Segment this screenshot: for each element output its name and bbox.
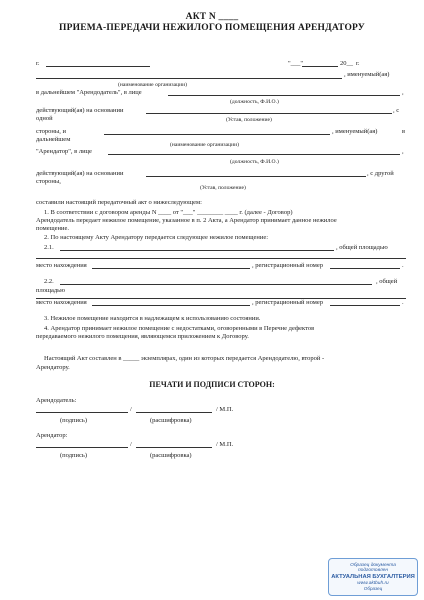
slash-2: / [130, 441, 132, 448]
compiled-statement: составили настоящий передаточный акт о нижеследующем: [36, 199, 202, 206]
side-and-label: стороны, и [36, 128, 66, 135]
tenant-intro: "Арендатор", в лице [36, 148, 92, 155]
clause-4-line-a: 4. Арендатор принимает нежилое помещение с недостатками, оговоренными в Перечне дефектов [44, 325, 315, 332]
tenant-signature-blank[interactable] [36, 447, 128, 448]
clause-2-1-number: 2.1. [44, 244, 54, 251]
signatures-heading: ПЕЧАТИ И ПОДПИСИ СТОРОН: [149, 380, 275, 389]
premises-2-name-blank[interactable] [60, 284, 372, 285]
in-label: в [402, 128, 406, 135]
org-caption-2: (наименование организации) [170, 142, 239, 148]
other-side-label: , с другой [367, 170, 394, 177]
landlord-decode-blank[interactable] [136, 412, 212, 413]
clause-1-line-c: помещение. [36, 225, 69, 232]
stamp-brand: АКТУАЛЬНАЯ БУХГАЛТЕРИЯ [331, 574, 415, 580]
clause-2-2-area-label: площадью [36, 287, 65, 294]
one-label: одной [36, 115, 53, 122]
act-subtitle: ПРИЕМА-ПЕРЕДАЧИ НЕЖИЛОГО ПОМЕЩЕНИЯ АРЕНДАТОРУ [59, 23, 365, 33]
hereinafter-label: дальнейшем [36, 136, 71, 143]
tenant-org-blank[interactable] [104, 134, 330, 135]
tenant-mp: / М.П. [216, 441, 234, 448]
org-caption: (наименование организации) [118, 82, 187, 88]
clause-1-line-b: Арендодатель передает нежилое помещение, указанное в п. 2 Акта, а Арендатор принимает данное нежилое [36, 217, 337, 224]
date-month-blank[interactable] [302, 66, 338, 67]
clause-4-line-b: передаваемого нежилого помещения, являющемся приложением к Договору. [36, 333, 249, 340]
premises-2-area-blank[interactable] [36, 298, 406, 299]
tenant-decode-blank[interactable] [136, 447, 212, 448]
clause-2-2-reg-label: , регистрационный номер [252, 299, 323, 306]
clause-1-line-a: 1. В соответствии с договором аренды N ____ от "___" ________ ____ г. (далее - Договор) [44, 209, 293, 216]
fio-caption-2: (должность, Ф.И.О.) [230, 159, 279, 165]
publisher-stamp [328, 558, 418, 596]
tenant-sign-caption: (подпись) [60, 452, 87, 459]
named-label: , именуемый(ая) [344, 71, 390, 78]
named-label-2: , именуемый(ая) [332, 128, 378, 135]
comma: , [402, 89, 404, 96]
clause-2-1-reg-label: , регистрационный номер [252, 262, 323, 269]
fio-caption: (должность, Ф.И.О.) [230, 99, 279, 105]
comma-2: , [402, 148, 404, 155]
premises-1-area-blank[interactable] [36, 258, 406, 259]
clause-2-1-location-label: место нахождения [36, 262, 87, 269]
acting-basis-label-2: действующий(ая) на основании [36, 170, 124, 177]
landlord-decode-caption: (расшифровка) [150, 417, 192, 424]
clause-2: 2. По настоящему Акту Арендатору передается следующее нежилое помещение: [44, 234, 269, 241]
premises-1-reg-blank[interactable] [330, 268, 400, 269]
premises-2-reg-blank[interactable] [330, 305, 400, 306]
stamp-line-1: Образец документа [350, 563, 396, 568]
city-blank[interactable] [46, 66, 150, 67]
period: . [402, 262, 404, 269]
copies-line-b: Арендатору. [36, 364, 70, 371]
landlord-sign-caption: (подпись) [60, 417, 87, 424]
clause-2-1-area-label: , общей площадью [336, 244, 388, 251]
date-year: 20__ [340, 60, 353, 67]
landlord-sign-label: Арендодатель: [36, 397, 77, 404]
period-2: . [402, 299, 404, 306]
date-suffix: г. [356, 60, 360, 67]
acting-basis-label: действующий(ая) на основании [36, 107, 124, 114]
slash: / [130, 406, 132, 413]
stamp-line-4: www.aktbuh.ru [357, 581, 389, 586]
with-label: , с [393, 107, 400, 114]
premises-1-location-blank[interactable] [92, 268, 250, 269]
ustav-caption: (Устав, положение) [226, 117, 272, 123]
tenant-sign-label: Арендатор: [36, 432, 68, 439]
ustav-caption-2: (Устав, положение) [200, 185, 246, 191]
tenant-rep-blank[interactable] [108, 154, 400, 155]
act-title: АКТ N ____ [185, 12, 239, 22]
side-label: стороны, [36, 178, 61, 185]
landlord-signature-blank[interactable] [36, 412, 128, 413]
clause-2-2-number: 2.2. [44, 278, 54, 285]
tenant-basis-blank[interactable] [146, 176, 366, 177]
landlord-basis-blank[interactable] [146, 113, 392, 114]
clause-2-2-total-label: , общей [376, 278, 398, 285]
premises-2-location-blank[interactable] [92, 305, 250, 306]
landlord-mp: / М.П. [216, 406, 234, 413]
stamp-line-5: Образец [363, 586, 383, 591]
stamp-line-2: подготовлен [358, 568, 388, 573]
city-prefix: г. [36, 60, 40, 67]
date-day: "___" [288, 60, 304, 67]
clause-2-2-location-label: место нахождения [36, 299, 87, 306]
premises-1-name-blank[interactable] [60, 250, 334, 251]
landlord-intro: в дальнейшем "Арендодатель", в лице [36, 89, 142, 96]
landlord-org-blank[interactable] [36, 78, 342, 79]
clause-3: 3. Нежилое помещение находится в надлежащем к использованию состоянии. [44, 315, 261, 322]
tenant-decode-caption: (расшифровка) [150, 452, 192, 459]
copies-line-a: Настоящий Акт составлен в _____ экземплярах, один из которых передается Арендодателю, второй - [44, 355, 325, 362]
landlord-rep-blank[interactable] [168, 95, 400, 96]
